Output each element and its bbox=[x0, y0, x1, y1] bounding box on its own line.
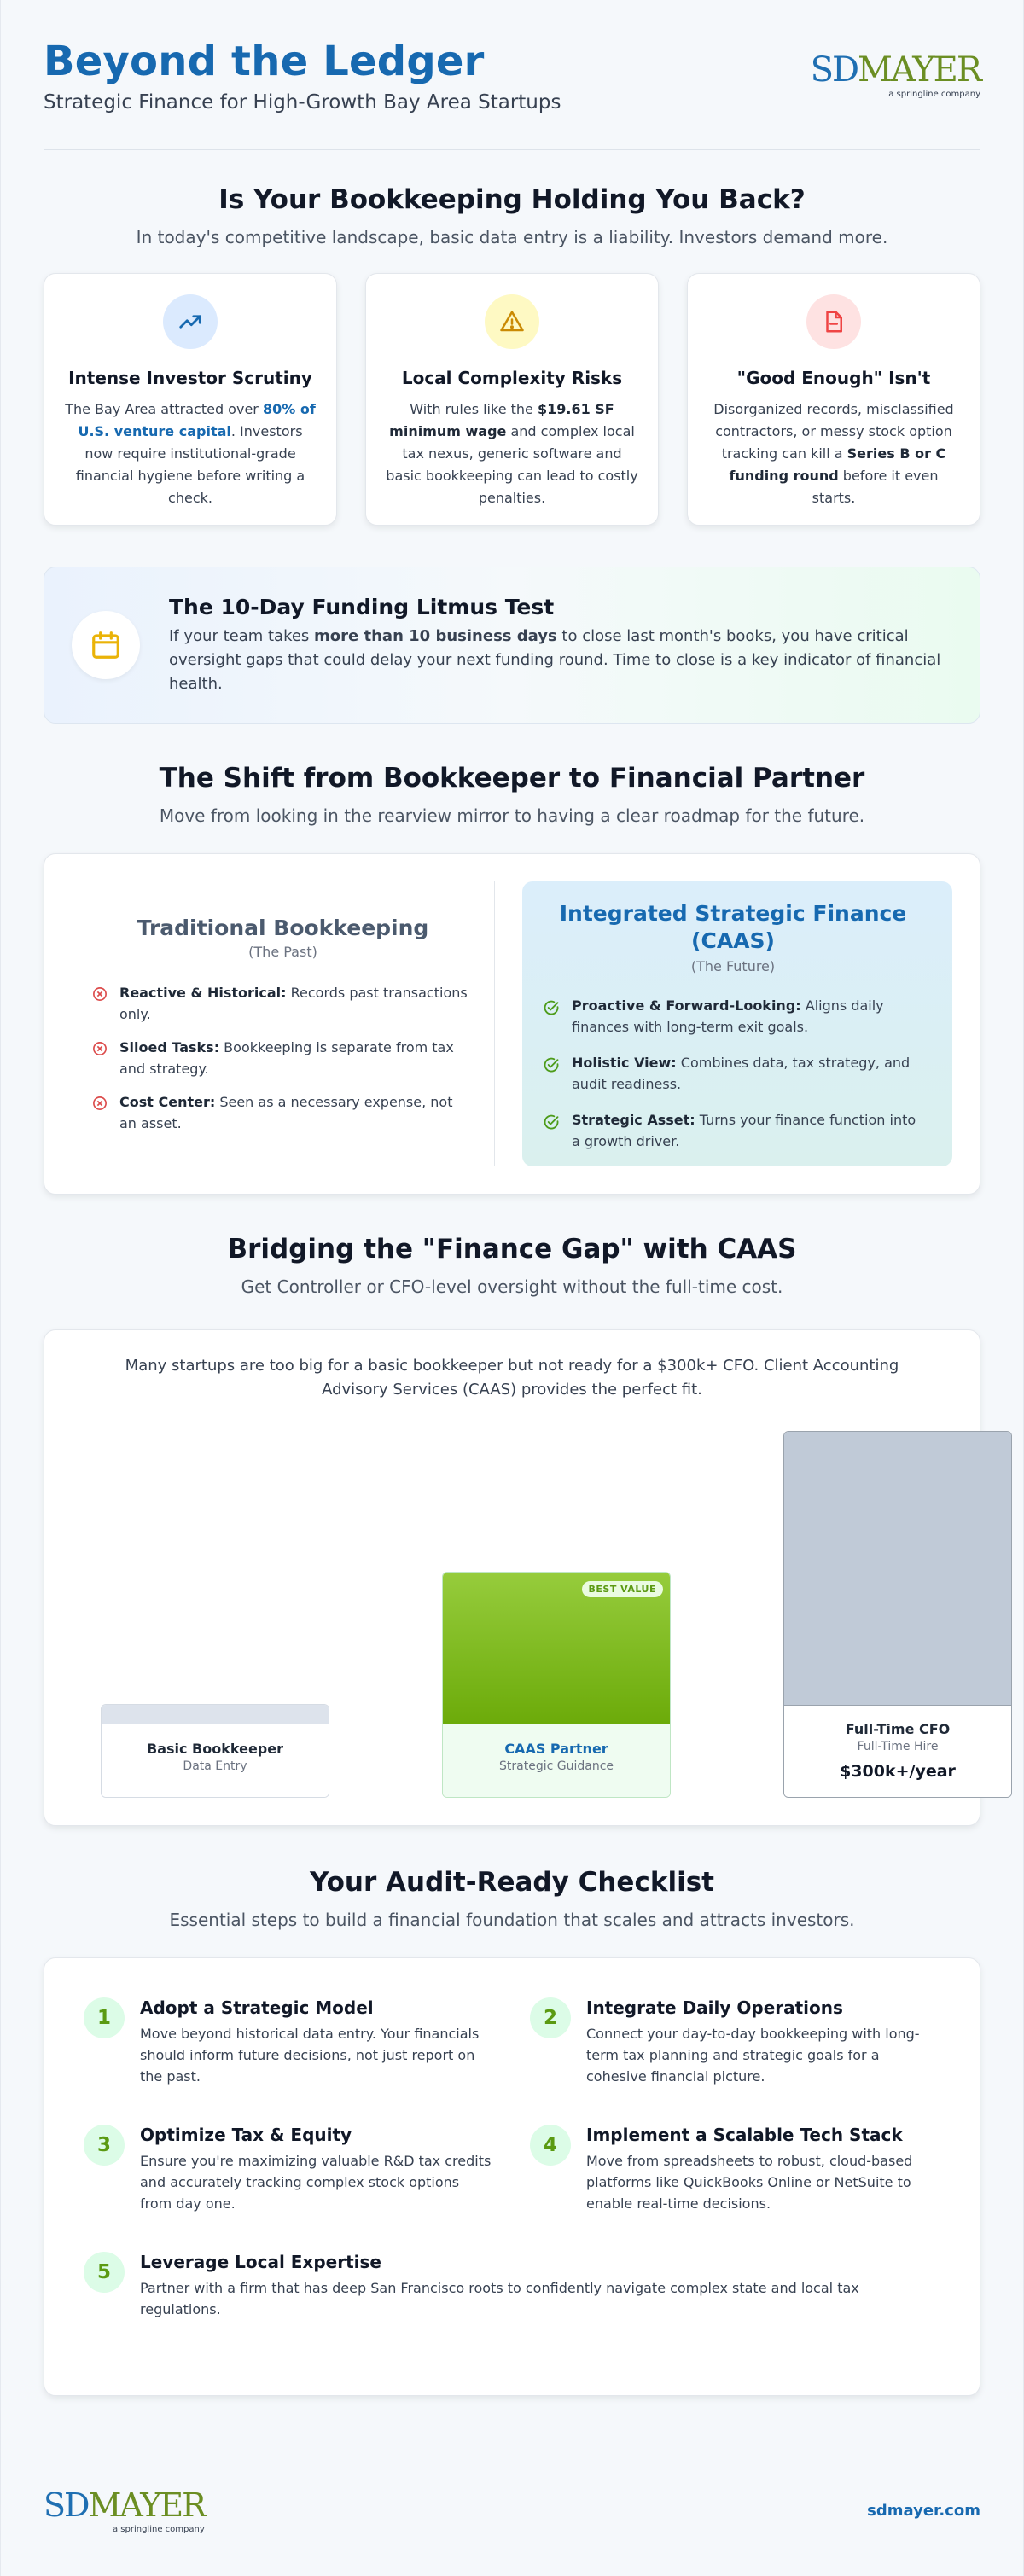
bar-name: CAAS Partner bbox=[504, 1741, 608, 1757]
step-number: 2 bbox=[530, 1997, 571, 2038]
traditional-list bbox=[92, 982, 474, 1134]
x-circle-icon bbox=[92, 1096, 108, 1117]
list-item: Reactive & Historical: Records past transactions only. bbox=[92, 982, 474, 1025]
gap-section bbox=[44, 1195, 980, 1826]
gap-intro: Many startups are too big for a basic bookkeeper but not ready for a $300k+ CFO. Client Accounting Advisory Services (CAAS) provides the perfect fit. bbox=[125, 1357, 899, 1398]
step-number: 1 bbox=[84, 1997, 125, 2038]
x-circle-icon bbox=[92, 986, 108, 1008]
checklist-subtitle: Essential steps to build a financial foundation that scales and attracts investors. bbox=[169, 1910, 855, 1930]
logo-sd: SD bbox=[44, 2486, 89, 2524]
step-number: 5 bbox=[84, 2252, 125, 2293]
checklist-title: Your Audit-Ready Checklist bbox=[310, 1867, 714, 1898]
sdmayer-logo bbox=[811, 37, 980, 99]
trending-up-icon bbox=[163, 294, 218, 349]
problem-card bbox=[44, 273, 337, 526]
step-text: Partner with a firm that has deep San Francisco roots to confidently navigate complex state and local tax regulations. bbox=[140, 2280, 859, 2317]
page-subtitle: Strategic Finance for High-Growth Bay Area Startups bbox=[44, 91, 561, 113]
page-header bbox=[44, 0, 980, 150]
card-title: Local Complexity Risks bbox=[401, 368, 623, 388]
checklist-section bbox=[44, 1826, 980, 2396]
best-value-badge: BEST VALUE bbox=[582, 1581, 664, 1597]
bar-desc: Data Entry bbox=[183, 1759, 247, 1773]
logo-mayer: MAYER bbox=[88, 2486, 205, 2524]
card-title: Intense Investor Scrutiny bbox=[68, 368, 312, 388]
checklist-step bbox=[84, 2252, 940, 2320]
traditional-sub: (The Past) bbox=[248, 944, 317, 960]
traditional-title: Traditional Bookkeeping bbox=[137, 916, 429, 940]
bar-label bbox=[102, 1724, 329, 1797]
comparison-card bbox=[44, 853, 980, 1195]
document-icon bbox=[806, 294, 861, 349]
gap-subtitle: Get Controller or CFO-level oversight without the full-time cost. bbox=[241, 1276, 783, 1297]
bar-label bbox=[784, 1705, 1011, 1797]
bar-name: Full-Time CFO bbox=[845, 1721, 951, 1737]
step-title: Adopt a Strategic Model bbox=[140, 1997, 374, 2018]
step-text: Move from spreadsheets to robust, cloud-based platforms like QuickBooks Online or NetSuite to enable real-time decisions. bbox=[586, 2153, 913, 2212]
litmus-title: The 10-Day Funding Litmus Test bbox=[169, 594, 555, 619]
bar-desc: Strategic Guidance bbox=[499, 1759, 614, 1773]
gap-chart-card bbox=[44, 1329, 980, 1826]
problems-section bbox=[44, 150, 980, 526]
bar-fill bbox=[784, 1432, 1011, 1705]
step-number: 3 bbox=[84, 2125, 125, 2166]
logo-sd: SD bbox=[810, 50, 858, 90]
checklist-step bbox=[530, 1997, 940, 2087]
checklist-steps bbox=[84, 1997, 940, 2320]
shift-subtitle: Move from looking in the rearview mirror to having a clear roadmap for the future. bbox=[159, 805, 865, 826]
step-text: Move beyond historical data entry. Your financials should inform future decisions, not just report on the past. bbox=[140, 2026, 480, 2085]
bar-price: $300k+/year bbox=[840, 1762, 956, 1781]
step-text: Ensure you're maximizing valuable R&D tax credits and accurately tracking complex stock options from day one. bbox=[140, 2153, 492, 2212]
step-text: Connect your day-to-day bookkeeping with long-term tax planning and strategic goals for a cohesive financial picture. bbox=[586, 2026, 920, 2085]
list-item: Siloed Tasks: Bookkeeping is separate from tax and strategy. bbox=[92, 1037, 474, 1079]
shift-title: The Shift from Bookkeeper to Financial Partner bbox=[159, 763, 865, 794]
bar-label bbox=[443, 1724, 670, 1797]
shift-section bbox=[44, 724, 980, 1195]
website-link[interactable]: sdmayer.com bbox=[867, 2502, 980, 2520]
list-item: Cost Center: Seen as a necessary expense, not an asset. bbox=[92, 1091, 474, 1134]
problems-title: Is Your Bookkeeping Holding You Back? bbox=[218, 184, 806, 215]
checklist-step bbox=[530, 2125, 940, 2214]
strategic-column bbox=[522, 881, 952, 1166]
step-title: Implement a Scalable Tech Stack bbox=[586, 2125, 903, 2145]
litmus-text: If your team takes more than 10 business days to close last month's books, you have critical oversight gaps that could delay your next funding round. Time to close is a key indicator of financial health. bbox=[169, 626, 941, 693]
strategic-list bbox=[543, 995, 923, 1152]
bar-basic-bookkeeper bbox=[101, 1704, 329, 1798]
warning-icon bbox=[485, 294, 539, 349]
litmus-body bbox=[169, 595, 952, 696]
check-circle-icon bbox=[543, 999, 560, 1022]
bar-fill bbox=[443, 1573, 670, 1724]
logo-tagline: a springline company bbox=[112, 2525, 205, 2534]
list-item: Holistic View: Combines data, tax strategy, and audit readiness. bbox=[543, 1052, 923, 1095]
page-footer bbox=[44, 2463, 980, 2534]
list-item: Strategic Asset: Turns your finance function into a growth driver. bbox=[543, 1109, 923, 1152]
bar-caas-partner bbox=[442, 1572, 671, 1798]
traditional-column bbox=[92, 881, 495, 1166]
logo-tagline: a springline company bbox=[888, 90, 980, 99]
check-circle-icon bbox=[543, 1114, 560, 1137]
footer-logo bbox=[44, 2487, 205, 2534]
bar-name: Basic Bookkeeper bbox=[147, 1741, 283, 1757]
checklist-step bbox=[84, 2125, 494, 2214]
x-circle-icon bbox=[92, 1041, 108, 1062]
list-item: Proactive & Forward-Looking: Aligns daily finances with long-term exit goals. bbox=[543, 995, 923, 1038]
gap-title: Bridging the "Finance Gap" with CAAS bbox=[227, 1234, 797, 1265]
cost-bar-chart bbox=[101, 1431, 956, 1798]
bar-desc: Full-Time Hire bbox=[857, 1740, 939, 1753]
litmus-test-banner bbox=[44, 567, 980, 724]
bar-fill bbox=[102, 1705, 329, 1724]
calendar-icon bbox=[72, 611, 140, 679]
logo-mayer: MAYER bbox=[858, 50, 980, 90]
step-number: 4 bbox=[530, 2125, 571, 2166]
card-text: Disorganized records, misclassified contractors, or messy stock option tracking can kill a Series B or C funding round before it even starts. bbox=[713, 401, 954, 506]
card-text: The Bay Area attracted over 80% of U.S. venture capital. Investors now require institutional-grade financial hygiene before writing a check. bbox=[65, 401, 316, 506]
problem-cards bbox=[44, 273, 980, 526]
problem-card bbox=[365, 273, 659, 526]
bar-full-time-cfo bbox=[783, 1431, 1012, 1798]
problems-subtitle: In today's competitive landscape, basic data entry is a liability. Investors demand more. bbox=[136, 227, 888, 247]
page-title: Beyond the Ledger bbox=[44, 38, 485, 85]
step-title: Integrate Daily Operations bbox=[586, 1997, 843, 2018]
checklist-step bbox=[84, 1997, 494, 2087]
card-text: With rules like the $19.61 SF minimum wage and complex local tax nexus, generic software and basic bookkeeping can lead to costly penalties. bbox=[386, 401, 638, 506]
card-title: "Good Enough" Isn't bbox=[736, 368, 931, 388]
check-circle-icon bbox=[543, 1056, 560, 1079]
strategic-title: Integrated Strategic Finance (CAAS) bbox=[559, 901, 907, 953]
strategic-sub: (The Future) bbox=[690, 958, 776, 974]
problem-card bbox=[687, 273, 980, 526]
step-title: Optimize Tax & Equity bbox=[140, 2125, 352, 2145]
checklist-card bbox=[44, 1957, 980, 2396]
step-title: Leverage Local Expertise bbox=[140, 2252, 381, 2272]
header-text bbox=[44, 37, 561, 113]
